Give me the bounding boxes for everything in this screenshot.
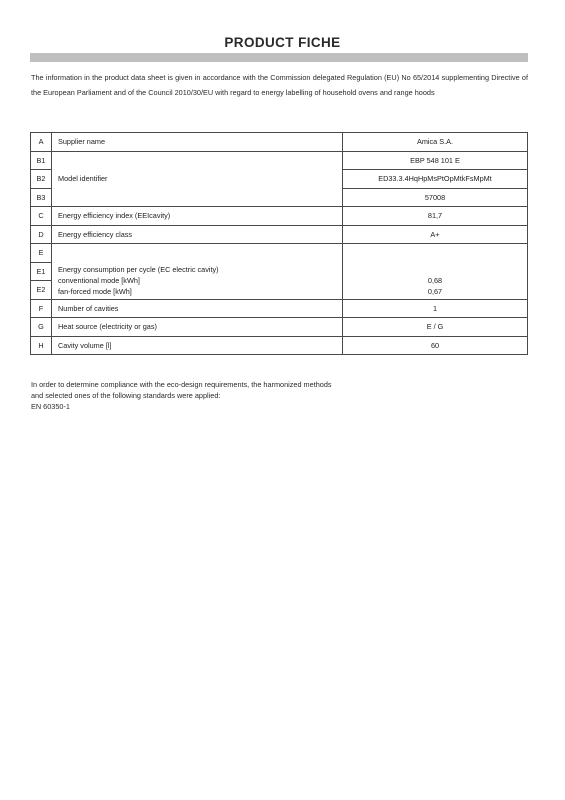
product-fiche-table xyxy=(30,132,528,355)
row-code: E2 xyxy=(31,281,52,300)
energy-label-line: conventional mode [kWh] xyxy=(58,275,140,285)
row-label-energy xyxy=(52,244,343,300)
energy-value-fan: 0,67 xyxy=(427,286,443,296)
table-row-model-b1 xyxy=(31,151,528,170)
note-line: and selected ones of the following standards were applied: xyxy=(31,390,221,400)
table-row-energy-e xyxy=(31,244,528,263)
row-value: EBP 548 101 E xyxy=(343,151,528,170)
row-code: G xyxy=(31,318,52,337)
row-label-model: Model identifier xyxy=(52,151,343,207)
row-code: F xyxy=(31,299,52,318)
title-divider-bar xyxy=(30,53,528,62)
row-label: Supplier name xyxy=(52,133,343,152)
row-label: Energy efficiency index (EEIcavity) xyxy=(52,207,343,226)
intro-paragraph: The information in the product data sheet is given in accordance with the Commission delegated Regulation (EU) No 65/2014 supplementing Directive of the European Parliament and of the Council 2010/30/EU with regard to energy labelling of household ovens and range hoods xyxy=(31,73,528,97)
table-row-volume xyxy=(31,336,528,355)
table-row-supplier xyxy=(31,133,528,152)
row-label: Number of cavities xyxy=(52,299,343,318)
table-row-heat-source xyxy=(31,318,528,337)
table-row-efficiency-index xyxy=(31,207,528,226)
row-code: A xyxy=(31,133,52,152)
row-code: E xyxy=(31,244,52,263)
energy-label-line: Energy consumption per cycle (EC electric cavity) xyxy=(58,264,219,274)
table-row-cavities xyxy=(31,299,528,318)
row-value: E / G xyxy=(343,318,528,337)
row-code: H xyxy=(31,336,52,355)
row-label: Heat source (electricity or gas) xyxy=(52,318,343,337)
row-label: Energy efficiency class xyxy=(52,225,343,244)
row-code: B3 xyxy=(31,188,52,207)
row-value: 81,7 xyxy=(343,207,528,226)
row-label: Cavity volume [l] xyxy=(52,336,343,355)
row-value: 60 xyxy=(343,336,528,355)
row-value-energy xyxy=(343,244,528,300)
row-value: 57008 xyxy=(343,188,528,207)
compliance-note xyxy=(31,380,528,412)
row-code: B2 xyxy=(31,170,52,189)
table-row-efficiency-class xyxy=(31,225,528,244)
row-value: A+ xyxy=(343,225,528,244)
energy-value-conventional: 0,68 xyxy=(427,275,443,285)
row-code: B1 xyxy=(31,151,52,170)
energy-label-line: fan-forced mode [kWh] xyxy=(58,286,132,296)
note-line: In order to determine compliance with the eco-design requirements, the harmonized methods xyxy=(31,380,332,389)
row-code: D xyxy=(31,225,52,244)
page-title: PRODUCT FICHE xyxy=(224,35,341,50)
row-value: Amica S.A. xyxy=(343,133,528,152)
row-code: C xyxy=(31,207,52,226)
row-value: ED33.3.4HqHpMsPtOpMtkFsMpMt xyxy=(343,170,528,189)
row-value: 1 xyxy=(343,299,528,318)
row-code: E1 xyxy=(31,262,52,281)
note-standard: EN 60350-1 xyxy=(31,401,70,411)
